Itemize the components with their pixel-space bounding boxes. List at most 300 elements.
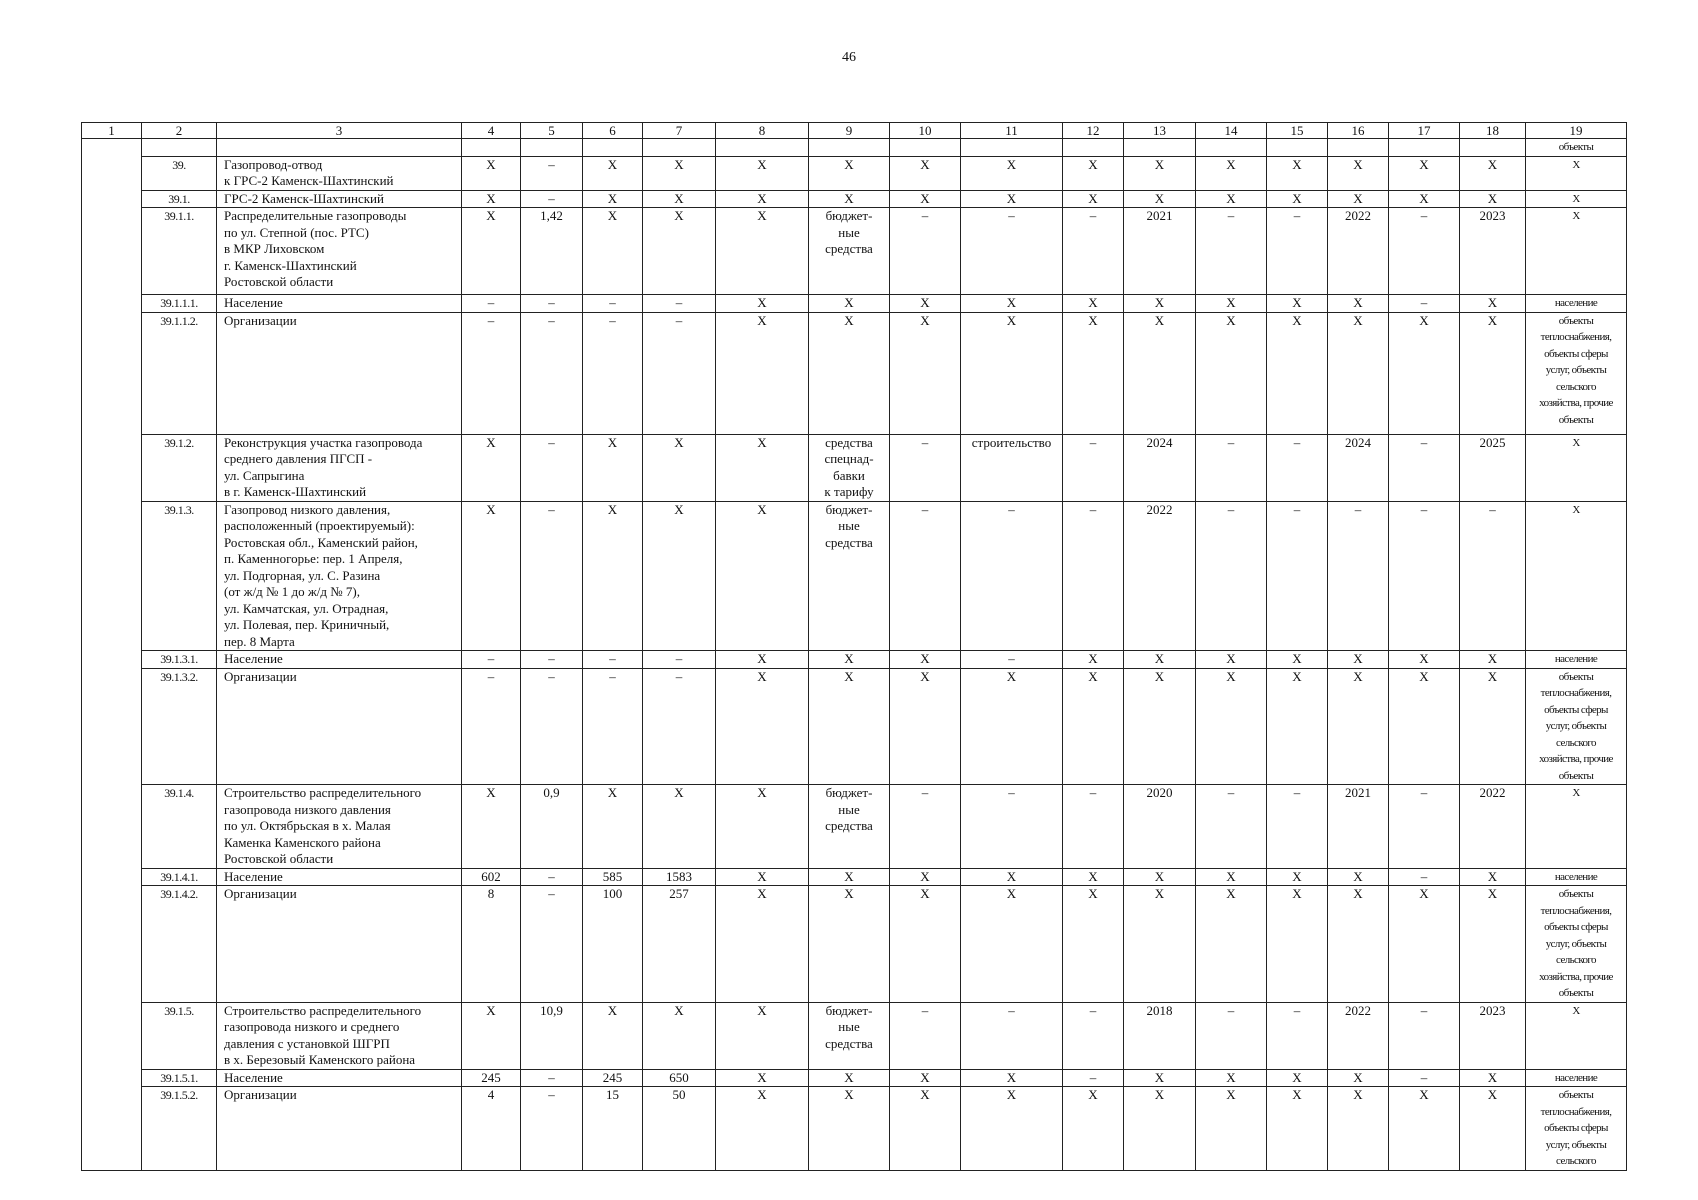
table-cell-col-10: Х xyxy=(890,156,961,190)
table-cell-col-13: Х xyxy=(1124,190,1196,208)
table-cell-col-12: – xyxy=(1063,785,1124,869)
table-cell-col-7: – xyxy=(643,651,716,669)
table-cell-col-9: Х xyxy=(809,156,890,190)
table-cell-col-19: население xyxy=(1526,651,1627,669)
table-cell-col-3: Население xyxy=(217,1069,462,1087)
table-cell-col-5: – xyxy=(521,295,583,313)
table-cell-col-9: Х xyxy=(809,312,890,434)
table-cell-col-18: 2022 xyxy=(1460,785,1526,869)
table-cell-col-2: 39.1.1. xyxy=(142,208,217,295)
table-cell-col-13: 2021 xyxy=(1124,208,1196,295)
table-cell-col-17: – xyxy=(1389,501,1460,651)
table-cell-col-8: Х xyxy=(716,501,809,651)
table-cell-col-18: Х xyxy=(1460,1069,1526,1087)
table-cell-col-14: Х xyxy=(1196,190,1267,208)
table-cell-col-9: Х xyxy=(809,190,890,208)
table-cell-col-7: – xyxy=(643,295,716,313)
table-cell-col-12: Х xyxy=(1063,190,1124,208)
table-row xyxy=(82,501,1627,651)
table-cell-col-6: Х xyxy=(583,156,643,190)
table-cell-col-13: Х xyxy=(1124,1087,1196,1171)
table-cell-col-18: Х xyxy=(1460,1087,1526,1171)
table-cell-col-8: Х xyxy=(716,1069,809,1087)
table-cell-col-12: Х xyxy=(1063,651,1124,669)
table-cell-col-4 xyxy=(462,139,521,157)
table-cell-col-12: Х xyxy=(1063,868,1124,886)
table-cell-col-4: – xyxy=(462,668,521,785)
table-cell-col-6: 15 xyxy=(583,1087,643,1171)
table-cell-col-15: – xyxy=(1267,785,1328,869)
table-cell-col-11: Х xyxy=(961,295,1063,313)
table-cell-col-14: Х xyxy=(1196,668,1267,785)
table-cell-col-6: 245 xyxy=(583,1069,643,1087)
table-cell-col-12 xyxy=(1063,139,1124,157)
table-cell-col-9: Х xyxy=(809,1087,890,1171)
table-cell-col-14: Х xyxy=(1196,886,1267,1003)
table-cell-col-1 xyxy=(82,139,142,1171)
table-cell-col-13: Х xyxy=(1124,886,1196,1003)
table-cell-col-9: Х xyxy=(809,886,890,1003)
table-cell-col-15: Х xyxy=(1267,668,1328,785)
table-cell-col-10: Х xyxy=(890,668,961,785)
table-cell-col-10: – xyxy=(890,501,961,651)
table-cell-col-19: Х xyxy=(1526,156,1627,190)
table-cell-col-11: – xyxy=(961,651,1063,669)
table-cell-col-6: – xyxy=(583,312,643,434)
table-cell-col-12: Х xyxy=(1063,156,1124,190)
table-cell-col-11: Х xyxy=(961,668,1063,785)
table-row xyxy=(82,668,1627,785)
table-cell-col-11: – xyxy=(961,208,1063,295)
table-cell-col-5: – xyxy=(521,312,583,434)
table-cell-col-5: – xyxy=(521,1087,583,1171)
table-cell-col-7 xyxy=(643,139,716,157)
table-cell-col-18: Х xyxy=(1460,651,1526,669)
table-cell-col-4: Х xyxy=(462,190,521,208)
table-cell-col-17: – xyxy=(1389,868,1460,886)
table-cell-col-6: – xyxy=(583,668,643,785)
table-cell-col-8: Х xyxy=(716,668,809,785)
column-header-4: 4 xyxy=(462,123,521,139)
table-cell-col-9: бюджет- ные средства xyxy=(809,1002,890,1069)
table-cell-col-3: Организации xyxy=(217,886,462,1003)
table-cell-col-16: Х xyxy=(1328,651,1389,669)
table-cell-col-9: Х xyxy=(809,651,890,669)
table-cell-col-5 xyxy=(521,139,583,157)
table-cell-col-8: Х xyxy=(716,208,809,295)
table-cell-col-3: Строительство распределительного газопровода низкого и среднего давления с установкой ШГРП в х. Березовый Каменского района xyxy=(217,1002,462,1069)
table-cell-col-16: – xyxy=(1328,501,1389,651)
table-cell-col-10: – xyxy=(890,208,961,295)
table-cell-col-6: Х xyxy=(583,434,643,501)
table-row xyxy=(82,312,1627,434)
table-cell-col-16: Х xyxy=(1328,312,1389,434)
table-cell-col-17: – xyxy=(1389,295,1460,313)
table-cell-col-19: объекты теплоснабжения, объекты сферы услуг, объекты сельского хозяйства, прочие объекты xyxy=(1526,886,1627,1003)
table-cell-col-17: Х xyxy=(1389,651,1460,669)
table-cell-col-19: население xyxy=(1526,295,1627,313)
table-cell-col-5: 1,42 xyxy=(521,208,583,295)
table-cell-col-14: – xyxy=(1196,785,1267,869)
table-row xyxy=(82,1069,1627,1087)
table-cell-col-15: – xyxy=(1267,501,1328,651)
table-cell-col-12: Х xyxy=(1063,312,1124,434)
table-cell-col-13: 2022 xyxy=(1124,501,1196,651)
column-header-5: 5 xyxy=(521,123,583,139)
table-cell-col-4: – xyxy=(462,651,521,669)
column-header-6: 6 xyxy=(583,123,643,139)
table-cell-col-17: Х xyxy=(1389,668,1460,785)
table-cell-col-14: Х xyxy=(1196,651,1267,669)
table-cell-col-3: Организации xyxy=(217,668,462,785)
table-cell-col-4: Х xyxy=(462,501,521,651)
table-cell-col-8: Х xyxy=(716,434,809,501)
table-cell-col-19: объекты теплоснабжения, объекты сферы услуг, объекты сельского xyxy=(1526,1087,1627,1171)
table-cell-col-16 xyxy=(1328,139,1389,157)
table-cell-col-2: 39.1.2. xyxy=(142,434,217,501)
table-cell-col-2: 39.1. xyxy=(142,190,217,208)
table-cell-col-8: Х xyxy=(716,312,809,434)
table-cell-col-11: – xyxy=(961,1002,1063,1069)
table-cell-col-5: – xyxy=(521,668,583,785)
table-cell-col-12: – xyxy=(1063,434,1124,501)
table-cell-col-15: Х xyxy=(1267,868,1328,886)
table-cell-col-6: Х xyxy=(583,190,643,208)
table-cell-col-15: Х xyxy=(1267,156,1328,190)
table-cell-col-19: Х xyxy=(1526,785,1627,869)
table-cell-col-5: – xyxy=(521,1069,583,1087)
table-cell-col-4: Х xyxy=(462,156,521,190)
table-cell-col-17: Х xyxy=(1389,886,1460,1003)
table-cell-col-7: Х xyxy=(643,434,716,501)
table-cell-col-3: Строительство распределительного газопровода низкого давления по ул. Октябрьская в х. Малая Каменка Каменского района Ростовской области xyxy=(217,785,462,869)
table-cell-col-18: – xyxy=(1460,501,1526,651)
table-cell-col-18: Х xyxy=(1460,668,1526,785)
table-cell-col-19: Х xyxy=(1526,501,1627,651)
table-cell-col-14 xyxy=(1196,139,1267,157)
table-cell-col-3: Население xyxy=(217,868,462,886)
table-cell-col-14: – xyxy=(1196,434,1267,501)
table-cell-col-8: Х xyxy=(716,785,809,869)
column-header-11: 11 xyxy=(961,123,1063,139)
table-cell-col-13: Х xyxy=(1124,312,1196,434)
table-cell-col-4: 245 xyxy=(462,1069,521,1087)
table-cell-col-10: Х xyxy=(890,1087,961,1171)
table-cell-col-15: – xyxy=(1267,434,1328,501)
table-cell-col-12: Х xyxy=(1063,886,1124,1003)
table-cell-col-2: 39. xyxy=(142,156,217,190)
table-cell-col-13 xyxy=(1124,139,1196,157)
table-cell-col-16: Х xyxy=(1328,190,1389,208)
table-row xyxy=(82,434,1627,501)
table-cell-col-5: – xyxy=(521,190,583,208)
table-cell-col-4: Х xyxy=(462,434,521,501)
table-cell-col-11: – xyxy=(961,785,1063,869)
table-cell-col-10: Х xyxy=(890,295,961,313)
table-cell-col-7: 257 xyxy=(643,886,716,1003)
table-cell-col-16: 2022 xyxy=(1328,208,1389,295)
table-cell-col-19: объекты теплоснабжения, объекты сферы услуг, объекты сельского хозяйства, прочие объекты xyxy=(1526,668,1627,785)
table-cell-col-6: Х xyxy=(583,208,643,295)
table-cell-col-10: – xyxy=(890,785,961,869)
table-cell-col-15 xyxy=(1267,139,1328,157)
table-cell-col-13: 2024 xyxy=(1124,434,1196,501)
table-cell-col-14: Х xyxy=(1196,295,1267,313)
table-cell-col-15: – xyxy=(1267,1002,1328,1069)
table-cell-col-12: Х xyxy=(1063,295,1124,313)
table-cell-col-13: Х xyxy=(1124,651,1196,669)
table-cell-col-18: 2025 xyxy=(1460,434,1526,501)
table-cell-col-19: население xyxy=(1526,868,1627,886)
data-table xyxy=(81,122,1627,1171)
table-cell-col-8: Х xyxy=(716,868,809,886)
table-cell-col-11 xyxy=(961,139,1063,157)
table-cell-col-17: – xyxy=(1389,434,1460,501)
table-cell-col-14: – xyxy=(1196,208,1267,295)
table-cell-col-17: – xyxy=(1389,785,1460,869)
table-cell-col-4: Х xyxy=(462,1002,521,1069)
table-cell-col-19: Х xyxy=(1526,1002,1627,1069)
table-cell-col-3: Распределительные газопроводы по ул. Степной (пос. РТС) в МКР Лиховском г. Каменск-Шахтинский Ростовской области xyxy=(217,208,462,295)
table-cell-col-9: Х xyxy=(809,668,890,785)
column-header-12: 12 xyxy=(1063,123,1124,139)
table-cell-col-8: Х xyxy=(716,295,809,313)
table-cell-col-3: Население xyxy=(217,651,462,669)
table-cell-col-11: Х xyxy=(961,190,1063,208)
column-header-10: 10 xyxy=(890,123,961,139)
table-cell-col-15: Х xyxy=(1267,886,1328,1003)
table-cell-col-17: Х xyxy=(1389,156,1460,190)
column-header-9: 9 xyxy=(809,123,890,139)
table-cell-col-13: Х xyxy=(1124,295,1196,313)
table-cell-col-16: Х xyxy=(1328,295,1389,313)
table-cell-col-6: 585 xyxy=(583,868,643,886)
table-cell-col-18: 2023 xyxy=(1460,1002,1526,1069)
table-cell-col-7: Х xyxy=(643,785,716,869)
table-cell-col-3: Организации xyxy=(217,312,462,434)
table-cell-col-18: Х xyxy=(1460,295,1526,313)
table-cell-col-7: – xyxy=(643,668,716,785)
table-cell-col-11: Х xyxy=(961,1069,1063,1087)
table-cell-col-11: Х xyxy=(961,1087,1063,1171)
table-cell-col-6 xyxy=(583,139,643,157)
table-cell-col-9: бюджет- ные средства xyxy=(809,208,890,295)
page-number: 46 xyxy=(842,50,856,65)
table-cell-col-5: 10,9 xyxy=(521,1002,583,1069)
table-cell-col-10: Х xyxy=(890,868,961,886)
table-cell-col-7: Х xyxy=(643,156,716,190)
table-cell-col-5: – xyxy=(521,156,583,190)
table-cell-col-3: Газопровод низкого давления, расположенный (проектируемый): Ростовская обл., Каменский район, п. Каменногорье: пер. 1 Апреля, ул. Подгорная, ул. С. Разина (от ж/д № 1 до ж/д № 7), ул. Камчатская, ул. Отрадная, ул. Полевая, пер. Криничный, пер. 8 Марта xyxy=(217,501,462,651)
table-cell-col-10: – xyxy=(890,434,961,501)
table-cell-col-16: Х xyxy=(1328,886,1389,1003)
table-cell-col-9: бюджет- ные средства xyxy=(809,785,890,869)
table-cell-col-16: Х xyxy=(1328,668,1389,785)
table-cell-col-16: Х xyxy=(1328,868,1389,886)
table-cell-col-2: 39.1.4. xyxy=(142,785,217,869)
table-cell-col-9 xyxy=(809,139,890,157)
table-cell-col-13: Х xyxy=(1124,1069,1196,1087)
column-header-17: 17 xyxy=(1389,123,1460,139)
table-cell-col-11: Х xyxy=(961,868,1063,886)
column-header-8: 8 xyxy=(716,123,809,139)
table-cell-col-19: объекты xyxy=(1526,139,1627,157)
table-cell-col-16: Х xyxy=(1328,156,1389,190)
table-cell-col-10: Х xyxy=(890,651,961,669)
table-cell-col-14: – xyxy=(1196,1002,1267,1069)
table-cell-col-16: 2022 xyxy=(1328,1002,1389,1069)
table-cell-col-16: 2021 xyxy=(1328,785,1389,869)
table-cell-col-10: – xyxy=(890,1002,961,1069)
table-cell-col-4: 8 xyxy=(462,886,521,1003)
table-cell-col-17: – xyxy=(1389,208,1460,295)
table-cell-col-8 xyxy=(716,139,809,157)
table-cell-col-12: – xyxy=(1063,1069,1124,1087)
table-row xyxy=(82,1087,1627,1171)
table-cell-col-10 xyxy=(890,139,961,157)
table-cell-col-2: 39.1.5.1. xyxy=(142,1069,217,1087)
table-cell-col-11: Х xyxy=(961,156,1063,190)
table-cell-col-7: Х xyxy=(643,1002,716,1069)
table-cell-col-18: Х xyxy=(1460,312,1526,434)
table-cell-col-13: 2020 xyxy=(1124,785,1196,869)
table-cell-col-16: Х xyxy=(1328,1069,1389,1087)
table-cell-col-4: – xyxy=(462,295,521,313)
table-cell-col-8: Х xyxy=(716,886,809,1003)
table-cell-col-12: – xyxy=(1063,501,1124,651)
column-header-13: 13 xyxy=(1124,123,1196,139)
header-row xyxy=(82,123,1627,139)
table-cell-col-2: 39.1.1.1. xyxy=(142,295,217,313)
table-cell-col-12: – xyxy=(1063,208,1124,295)
table-cell-col-4: 4 xyxy=(462,1087,521,1171)
table-cell-col-14: Х xyxy=(1196,868,1267,886)
table-cell-col-19: Х xyxy=(1526,208,1627,295)
table-cell-col-6: Х xyxy=(583,501,643,651)
table-cell-col-10: Х xyxy=(890,886,961,1003)
table-cell-col-16: 2024 xyxy=(1328,434,1389,501)
table-cell-col-5: – xyxy=(521,434,583,501)
table-cell-col-17: Х xyxy=(1389,1087,1460,1171)
table-cell-col-2 xyxy=(142,139,217,157)
table-cell-col-15: Х xyxy=(1267,190,1328,208)
table-cell-col-2: 39.1.4.2. xyxy=(142,886,217,1003)
table-cell-col-17: – xyxy=(1389,1002,1460,1069)
table-cell-col-18 xyxy=(1460,139,1526,157)
table-cell-col-9: средства спецнад- бавки к тарифу xyxy=(809,434,890,501)
table-cell-col-15: – xyxy=(1267,208,1328,295)
table-cell-col-8: Х xyxy=(716,1087,809,1171)
table-cell-col-12: Х xyxy=(1063,1087,1124,1171)
table-cell-col-3: Газопровод-отвод к ГРС-2 Каменск-Шахтинский xyxy=(217,156,462,190)
table-cell-col-3 xyxy=(217,139,462,157)
table-row xyxy=(82,295,1627,313)
table-cell-col-15: Х xyxy=(1267,1069,1328,1087)
table-cell-col-6: – xyxy=(583,651,643,669)
table-cell-col-9: Х xyxy=(809,868,890,886)
table-cell-col-2: 39.1.4.1. xyxy=(142,868,217,886)
table-cell-col-7: Х xyxy=(643,208,716,295)
table-cell-col-10: Х xyxy=(890,312,961,434)
table-cell-col-18: Х xyxy=(1460,886,1526,1003)
table-cell-col-14: Х xyxy=(1196,1069,1267,1087)
table-cell-col-9: Х xyxy=(809,1069,890,1087)
table-cell-col-15: Х xyxy=(1267,312,1328,434)
table-cell-col-14: Х xyxy=(1196,1087,1267,1171)
table-cell-col-13: 2018 xyxy=(1124,1002,1196,1069)
table-cell-col-14: Х xyxy=(1196,156,1267,190)
table-cell-col-11: Х xyxy=(961,886,1063,1003)
column-header-3: 3 xyxy=(217,123,462,139)
table-cell-col-16: Х xyxy=(1328,1087,1389,1171)
table-cell-col-2: 39.1.3. xyxy=(142,501,217,651)
table-cell-col-6: Х xyxy=(583,785,643,869)
table-cell-col-8: Х xyxy=(716,156,809,190)
table-cell-col-19: Х xyxy=(1526,434,1627,501)
table-cell-col-17: Х xyxy=(1389,312,1460,434)
table-cell-col-13: Х xyxy=(1124,156,1196,190)
table-row xyxy=(82,785,1627,869)
table-cell-col-9: бюджет- ные средства xyxy=(809,501,890,651)
table-cell-col-17: Х xyxy=(1389,190,1460,208)
table-cell-col-19: объекты теплоснабжения, объекты сферы услуг, объекты сельского хозяйства, прочие объекты xyxy=(1526,312,1627,434)
table-row xyxy=(82,139,1627,157)
table-cell-col-13: Х xyxy=(1124,868,1196,886)
table-cell-col-11: Х xyxy=(961,312,1063,434)
table-cell-col-10: Х xyxy=(890,1069,961,1087)
column-header-14: 14 xyxy=(1196,123,1267,139)
table-cell-col-5: – xyxy=(521,886,583,1003)
table-cell-col-12: Х xyxy=(1063,668,1124,785)
table-cell-col-2: 39.1.5. xyxy=(142,1002,217,1069)
table-cell-col-7: 1583 xyxy=(643,868,716,886)
table-cell-col-7: Х xyxy=(643,501,716,651)
table-cell-col-3: Организации xyxy=(217,1087,462,1171)
table-cell-col-4: Х xyxy=(462,785,521,869)
table-cell-col-7: – xyxy=(643,312,716,434)
table-row xyxy=(82,156,1627,190)
table-cell-col-2: 39.1.1.2. xyxy=(142,312,217,434)
table-cell-col-3: Население xyxy=(217,295,462,313)
table-row xyxy=(82,1002,1627,1069)
table-cell-col-3: Реконструкция участка газопровода среднего давления ПГСП - ул. Сапрыгина в г. Каменск-Шахтинский xyxy=(217,434,462,501)
table-cell-col-18: Х xyxy=(1460,868,1526,886)
table-row xyxy=(82,886,1627,1003)
table-cell-col-7: Х xyxy=(643,190,716,208)
column-header-2: 2 xyxy=(142,123,217,139)
table-cell-col-2: 39.1.3.1. xyxy=(142,651,217,669)
table-cell-col-7: 50 xyxy=(643,1087,716,1171)
table-cell-col-4: 602 xyxy=(462,868,521,886)
table-cell-col-9: Х xyxy=(809,295,890,313)
table-cell-col-17: – xyxy=(1389,1069,1460,1087)
table-cell-col-18: Х xyxy=(1460,156,1526,190)
table-cell-col-6: Х xyxy=(583,1002,643,1069)
table-cell-col-14: – xyxy=(1196,501,1267,651)
table-cell-col-3: ГРС-2 Каменск-Шахтинский xyxy=(217,190,462,208)
table-cell-col-15: Х xyxy=(1267,651,1328,669)
table-cell-col-6: – xyxy=(583,295,643,313)
table-cell-col-15: Х xyxy=(1267,295,1328,313)
column-header-15: 15 xyxy=(1267,123,1328,139)
table-row xyxy=(82,208,1627,295)
column-header-18: 18 xyxy=(1460,123,1526,139)
table-cell-col-13: Х xyxy=(1124,668,1196,785)
table-cell-col-5: – xyxy=(521,651,583,669)
table-cell-col-5: – xyxy=(521,868,583,886)
table-cell-col-19: Х xyxy=(1526,190,1627,208)
table-cell-col-11: строительство xyxy=(961,434,1063,501)
